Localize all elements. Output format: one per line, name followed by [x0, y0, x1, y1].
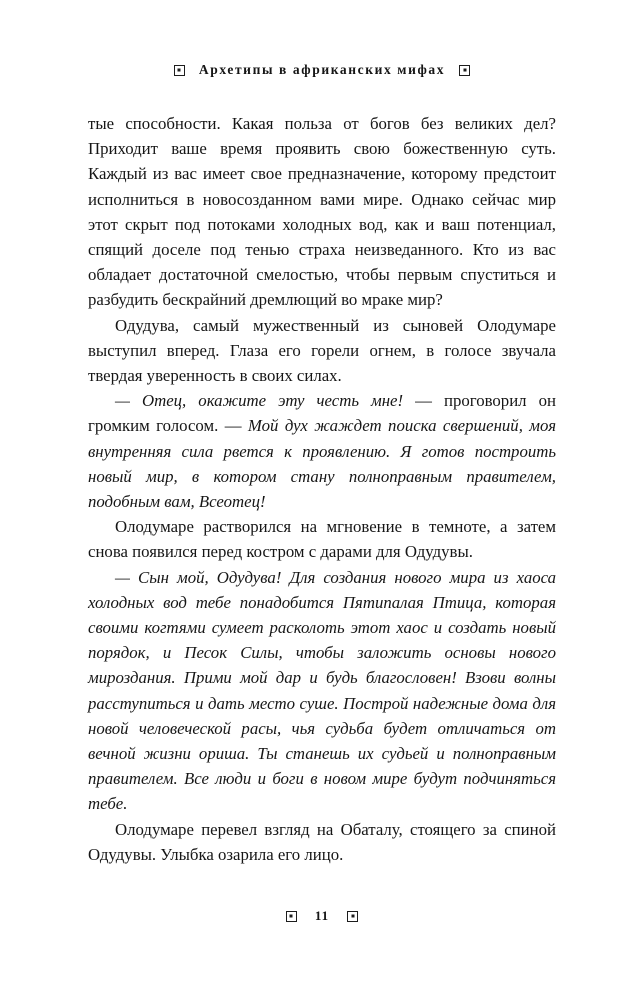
paragraph: Одудува, самый мужественный из сыновей Олодумаре выступил вперед. Глаза его горели огнем, в голосе звучала твердая уверенность в своих силах.	[88, 315, 556, 386]
dialogue-speech: Мой дух жаждет поиска свершений, моя внутренняя сила рвется к проявлению. Я готов построить новый мир, в котором стану полноправным правителем, подобным вам, Всеотец!	[88, 416, 556, 512]
square-dot-ornament-icon	[459, 65, 470, 76]
page-body	[88, 111, 556, 867]
paragraph-continuation: тые способности. Какая польза от богов без великих дел? Приходит ваше время проявить свою божественную суть. Каждый из вас имеет свое предназначение, которому предстоит исполниться в новосозданном вами мире. Однако сейчас мир этот скрыт под потоками холодных вод, как и ваш потенциал, спящий доселе под тенью страха неизведанного. Кто из вас обладает достаточной смелостью, чтобы первым спуститься и разбудить бескрайний дремлющий во мраке мир?	[88, 114, 556, 310]
paragraph-dialogue: — Сын мой, Одудува! Для создания нового мира из хаоса холодных вод тебе понадобится Пятипалая Птица, которая своими когтями сумеет расколоть этот хаос и создать новый порядок, и Песок Силы, чтобы заложить основы нового мироздания. Прими мой дар и будь благословен! Взови волны расступиться и дать место суше. Построй надежные дома для новой человеческой расы, чья судьба будет отличаться от вечной жизни ориша. Ты станешь их судьей и полноправным правителем. Все люди и боги в новом мире будут подчиняться тебе.	[88, 567, 556, 814]
page-footer	[0, 908, 644, 924]
paragraph: Олодумаре растворился на мгновение в темноте, а затем снова появился перед костром с дарами для Одудувы.	[88, 517, 556, 562]
square-dot-ornament-icon	[347, 911, 358, 922]
square-dot-ornament-icon	[174, 65, 185, 76]
paragraph-dialogue	[88, 388, 556, 514]
running-title: Архетипы в африканских мифах	[198, 62, 446, 77]
page-header	[88, 62, 556, 78]
dialogue-attribution: — проговорил он громким голосом. —	[88, 391, 556, 436]
square-dot-ornament-icon	[286, 911, 297, 922]
dialogue-speech: — Отец, окажите эту честь мне!	[115, 391, 404, 411]
page-number: 11	[314, 908, 330, 923]
paragraph: Олодумаре перевел взгляд на Обаталу, стоящего за спиной Одудувы. Улыбка озарила его лицо.	[88, 819, 556, 864]
